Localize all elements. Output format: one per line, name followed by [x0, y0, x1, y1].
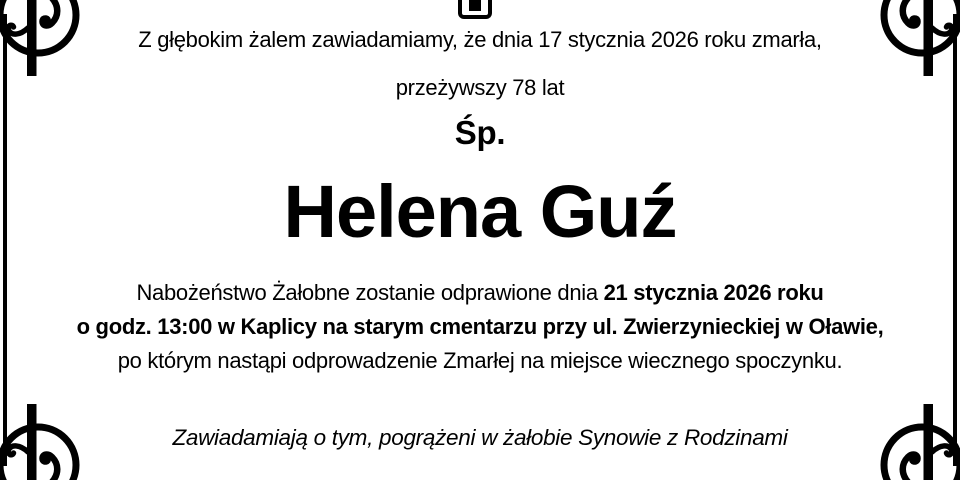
- cross-base-icon: [458, 0, 492, 19]
- ceremony-details: [30, 276, 930, 378]
- family-notice: Zawiadamiają o tym, pogrążeni w żałobie Synowie z Rodzinami: [172, 425, 788, 450]
- ceremony-date: 21 stycznia 2026 roku: [603, 280, 824, 305]
- intro-line-2: przeżywszy 78 lat: [395, 75, 565, 100]
- ceremony-line-2: o godz. 13:00 w Kaplicy na starym cmentarzu przy ul. Zwierzynieckiej w Oławie,: [76, 314, 884, 339]
- ceremony-line-1-text: Nabożeństwo Żałobne zostanie odprawione dnia: [136, 280, 604, 305]
- cross-shaft: [469, 0, 481, 11]
- honorific: Śp.: [454, 114, 506, 151]
- deceased-name: Helena Guź: [283, 170, 677, 253]
- ceremony-line-1: [30, 276, 930, 310]
- ceremony-line-3: po którym nastąpi odprowadzenie Zmarłej na miejsce wiecznego spoczynku.: [117, 348, 843, 373]
- intro-line-1: Z głębokim żalem zawiadamiamy, że dnia 17 stycznia 2026 roku zmarła,: [138, 27, 822, 52]
